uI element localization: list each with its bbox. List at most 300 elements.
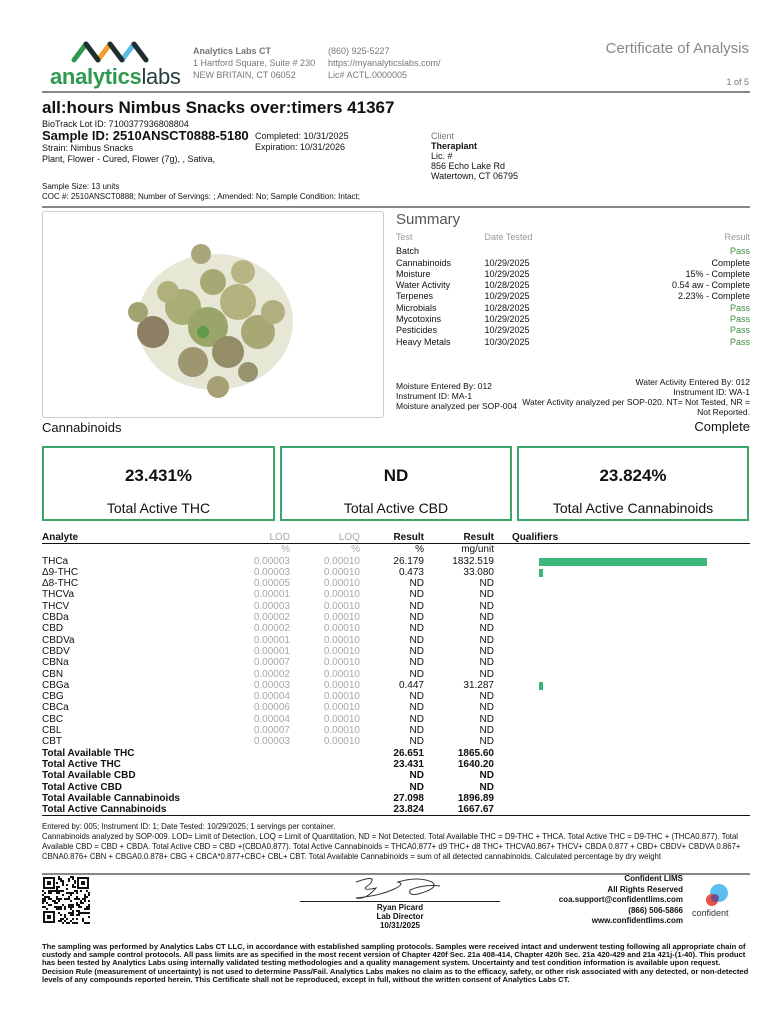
qr-module: [76, 892, 78, 894]
qr-module: [80, 902, 82, 904]
analyte-name: THCVa: [42, 589, 75, 601]
qr-module: [62, 890, 64, 892]
analyte-loq: 0.00010: [323, 736, 360, 748]
analyte-row: [42, 567, 750, 578]
qr-module: [66, 898, 68, 900]
analyte-name: CBGa: [42, 679, 70, 691]
analyte-name: CBN: [42, 668, 64, 680]
qr-module: [56, 886, 58, 888]
unit-result-pct: %: [415, 544, 424, 556]
analyte-result-pct: 0.447: [398, 679, 424, 691]
qr-module: [48, 896, 50, 898]
total-result-pct: 27.098: [393, 792, 424, 804]
analyte-name: CBG: [42, 691, 64, 703]
analyte-name: CBDa: [42, 612, 69, 624]
analyte-result-pct: ND: [409, 645, 424, 657]
qr-module: [68, 880, 70, 882]
analyte-lod: 0.00001: [253, 634, 290, 646]
qr-module: [76, 890, 78, 892]
qr-module: [62, 894, 64, 896]
analyte-loq: 0.00010: [323, 555, 360, 567]
qr-module: [80, 912, 82, 914]
analyte-lod: 0.00002: [253, 612, 290, 624]
qr-module: [88, 892, 90, 894]
qr-module: [62, 918, 64, 920]
qr-module: [56, 888, 58, 890]
analyte-result-mg: ND: [479, 668, 494, 680]
qr-module: [58, 898, 60, 900]
client-license: Lic. #: [431, 151, 453, 161]
legal-disclaimer: The sampling was performed by Analytics Labs CT LLC, in accordance with established sampling protocols. Samples were received intact and underwent testing following all appropriate chain of custody and sample control protocols. All pass limits are as specified in the most recent version of Chapter 420f Sec. 21a 408-414, Chapter 420h Sec. 21a 420-429 and 21a 421j-(1-40). This product has been tested by Analytics Labs using internally validated testing methodologies and a quality management system. Uncertainty and test condition information is available upon request. Decision Rule (measurement of uncertainty) is not used to determine Pass/Fail. Analytics Labs makes no claim as to the efficacy, safety, or other risk associated with any detected, or non-detected levels of any compounds reported herein. This Certificate shall not be reproduced, except in full, without the written consent of Analytics Labs CT.: [42, 942, 749, 984]
logo-word-labs: labs: [141, 64, 181, 89]
cannabinoids-table: [42, 532, 750, 816]
cannabinoids-section-title: Cannabinoids: [42, 420, 122, 435]
analyte-qualifiers: [494, 657, 750, 668]
coc-info: COC #: 2510ANSCT0888; Number of Servings: ; Amended: No; Sample Condition: Intact;: [42, 192, 360, 201]
wa-note-line: Water Activity analyzed per SOP-020. NT= Not Tested, NR = Not Reported.: [522, 397, 750, 417]
sample-info: [42, 182, 360, 202]
analyte-row: [42, 578, 750, 589]
analyte-result-pct: ND: [409, 657, 424, 669]
total-result-pct: 26.651: [393, 747, 424, 759]
analyte-name: CBNa: [42, 657, 69, 669]
analyte-lod: 0.00002: [253, 623, 290, 635]
qr-module: [88, 906, 90, 908]
analyte-lod: 0.00003: [253, 600, 290, 612]
qr-module: [72, 918, 74, 920]
analyte-qualifiers: [494, 623, 750, 634]
cannabis-flower-image: [43, 212, 384, 418]
qr-module: [64, 898, 66, 900]
analyte-loq: 0.00010: [323, 657, 360, 669]
analyte-row: [42, 612, 750, 623]
analyte-row: [42, 736, 750, 747]
qr-module: [76, 910, 78, 912]
qr-module: [54, 890, 56, 892]
analyte-result-mg: ND: [479, 634, 494, 646]
qr-module: [84, 896, 86, 898]
client-info: [431, 131, 518, 181]
qr-module: [72, 884, 74, 886]
summary-result: Pass: [729, 336, 750, 347]
total-qualifiers: [494, 770, 750, 781]
qr-module: [48, 890, 50, 892]
summary-test: Heavy Metals: [396, 336, 451, 347]
total-result-mg: ND: [479, 781, 494, 793]
qr-module: [82, 902, 84, 904]
qr-module: [88, 900, 90, 902]
qr-module: [58, 900, 60, 902]
qr-module: [72, 876, 74, 878]
kpi-label: Total Active CBD: [343, 500, 449, 516]
lab-website-link[interactable]: https://myanalyticslabs.com/: [328, 58, 441, 68]
analyte-loq: 0.00010: [323, 589, 360, 601]
total-row: [42, 759, 750, 770]
client-address-2: Watertown, CT 06795: [431, 171, 519, 181]
analyte-lod: 0.00003: [253, 736, 290, 748]
qr-module: [70, 912, 72, 914]
signature-image: [348, 874, 448, 904]
qr-module: [74, 898, 76, 900]
footnote-entry-info: Entered by: 005; Instrument ID: 1; Date Tested: 10/29/2025; 1 servings per container.: [42, 822, 336, 831]
analyte-name: CBC: [42, 713, 64, 725]
qr-module: [60, 880, 62, 882]
moisture-note: [396, 381, 517, 411]
qr-module: [52, 900, 54, 902]
qr-module: [56, 898, 58, 900]
summary-row: [396, 246, 750, 257]
qr-module: [48, 898, 50, 900]
analyte-result-pct: ND: [409, 702, 424, 714]
qr-module: [60, 906, 62, 908]
analyte-qualifiers: [494, 635, 750, 646]
signer-name: Ryan Picard: [376, 903, 424, 912]
summary-row: [396, 314, 750, 325]
qr-module: [66, 918, 68, 920]
qr-module: [60, 898, 62, 900]
analyte-lod: 0.00002: [253, 668, 290, 680]
analyte-result-mg: ND: [479, 657, 494, 669]
qr-module: [42, 902, 44, 904]
cann-header-row: [42, 532, 750, 544]
qr-module: [86, 922, 88, 924]
analyte-result-mg: ND: [479, 612, 494, 624]
qr-module: [78, 904, 80, 906]
lims-website-link[interactable]: www.confidentlims.com: [591, 916, 683, 925]
summary-date: 10/29/2025: [484, 257, 530, 268]
qr-module: [70, 908, 72, 910]
qr-module: [76, 914, 78, 916]
confident-logo-text: confident: [692, 908, 729, 918]
completed-date: Completed: 10/31/2025: [255, 131, 349, 141]
client-label: Client: [431, 131, 455, 141]
analyte-name: THCa: [42, 555, 69, 567]
total-result-mg: ND: [479, 770, 494, 782]
total-loq: [290, 804, 360, 816]
qr-module: [54, 906, 56, 908]
summary-table: [396, 232, 750, 348]
analyte-loq: 0.00010: [323, 691, 360, 703]
kpi-total-active-cannabinoids: [517, 446, 749, 521]
qr-module: [68, 898, 70, 900]
analyte-loq: 0.00010: [323, 634, 360, 646]
kpi-label: Total Active Cannabinoids: [552, 500, 714, 516]
qr-module: [50, 892, 52, 894]
qr-module: [44, 906, 46, 908]
analyte-qualifiers: [494, 702, 750, 713]
analyte-row: [42, 589, 750, 600]
qr-module: [72, 904, 74, 906]
total-lod: [202, 770, 290, 781]
kpi-total-active-thc: [42, 446, 275, 521]
lims-info: [559, 874, 683, 927]
summary-date: [485, 246, 625, 257]
kpi-label: Total Active THC: [106, 500, 211, 516]
analyte-result-mg: 1832.519: [452, 555, 494, 567]
analyte-result-mg: ND: [479, 578, 494, 590]
analyte-name: CBDVa: [42, 634, 75, 646]
qr-module: [56, 882, 58, 884]
analyte-lod: 0.00007: [253, 657, 290, 669]
water-activity-note: [510, 377, 750, 417]
col-analyte: Analyte: [42, 532, 202, 544]
total-result-pct: 23.824: [360, 804, 424, 816]
analyte-name: Δ9-THC: [42, 566, 79, 578]
unit-analyte: [42, 544, 202, 556]
total-lod: [202, 759, 290, 770]
qr-module: [50, 898, 52, 900]
qr-module: [82, 912, 84, 914]
qr-module: [68, 906, 70, 908]
qr-module: [88, 904, 90, 906]
logo-word-analytics: analytics: [50, 64, 142, 89]
total-loq: [290, 782, 360, 793]
unit-result-mg: mg/unit: [461, 544, 494, 556]
summary-date: 10/30/2025: [484, 336, 530, 347]
sample-size: Sample Size: 13 units: [42, 182, 120, 191]
qr-module: [64, 914, 66, 916]
summary-result: 2.23% - Complete: [677, 291, 750, 302]
qr-module: [68, 912, 70, 914]
total-lod: [202, 748, 290, 759]
lims-rights: All Rights Reserved: [607, 884, 683, 894]
qr-module: [70, 906, 72, 908]
cannabinoids-status: Complete: [694, 419, 750, 434]
lab-address-1: 1 Hartford Square, Suite # 230: [193, 58, 316, 68]
analyte-row: [42, 669, 750, 680]
qr-module: [86, 908, 88, 910]
qr-module: [86, 890, 88, 892]
qr-module: [78, 898, 80, 900]
total-loq: [290, 793, 360, 804]
analyte-row: [42, 714, 750, 725]
summary-row: [396, 280, 750, 291]
qr-module: [60, 914, 62, 916]
qr-module: [76, 922, 78, 924]
qr-module: [48, 904, 50, 906]
qr-module: [44, 900, 46, 902]
qr-module: [82, 918, 84, 920]
analyte-name: Δ8-THC: [42, 578, 79, 590]
summary-date: 10/29/2025: [484, 268, 530, 279]
analyte-result-pct: ND: [409, 600, 424, 612]
qr-module: [58, 912, 60, 914]
qr-module: [86, 906, 88, 908]
analyte-result-mg: ND: [479, 725, 494, 737]
expiration-date: Expiration: 10/31/2026: [255, 142, 346, 152]
lims-email-link[interactable]: coa.support@confidentlims.com: [558, 895, 683, 904]
total-result-pct: ND: [409, 770, 424, 782]
logo-wordmark: [50, 64, 181, 90]
qr-module: [72, 892, 74, 894]
qr-module: [86, 896, 88, 898]
qr-module: [74, 922, 76, 924]
analyte-result-pct: ND: [409, 713, 424, 725]
qr-module: [84, 898, 86, 900]
qr-module: [78, 914, 80, 916]
qr-module: [72, 914, 74, 916]
qr-module: [88, 912, 90, 914]
qr-module: [42, 900, 44, 902]
summary-result: Pass: [729, 314, 750, 325]
summary-result: 15% - Complete: [685, 268, 750, 279]
analyte-lod: 0.00007: [253, 725, 290, 737]
qr-module: [78, 906, 80, 908]
qr-module: [76, 904, 78, 906]
summary-date: 10/29/2025: [484, 314, 530, 325]
qr-module: [46, 902, 48, 904]
analyte-result-pct: ND: [409, 578, 424, 590]
summary-date: 10/29/2025: [484, 325, 530, 336]
analyte-result-pct: ND: [409, 668, 424, 680]
analyte-result-mg: ND: [479, 623, 494, 635]
summary-header-row: [396, 232, 750, 246]
summary-row: [396, 303, 750, 314]
analyte-loq: 0.00010: [323, 645, 360, 657]
analyte-row: [42, 556, 750, 567]
qr-module: [72, 906, 74, 908]
analyte-result-mg: ND: [479, 691, 494, 703]
col-qualifiers: Qualifiers: [494, 532, 750, 544]
analyte-row: [42, 657, 750, 668]
qr-module: [42, 890, 44, 892]
qr-module: [58, 890, 60, 892]
analyte-qualifiers: [494, 725, 750, 736]
total-result-pct: 23.431: [393, 758, 424, 770]
summary-date: 10/28/2025: [484, 302, 530, 313]
analyte-result-pct: ND: [409, 623, 424, 635]
qr-module: [66, 888, 68, 890]
qr-module: [70, 892, 72, 894]
summary-result: Pass: [729, 302, 750, 313]
total-result-mg: 1667.67: [424, 804, 494, 816]
qr-module: [86, 912, 88, 914]
signer-info: [300, 903, 500, 930]
qr-module: [42, 906, 44, 908]
qr-module: [56, 906, 58, 908]
strain: Strain: Nimbus Snacks: [42, 143, 134, 153]
lims-phone: (866) 506-5866: [628, 905, 683, 915]
lab-contact: [328, 45, 441, 81]
qr-module: [68, 896, 70, 898]
analyte-result-pct: ND: [409, 612, 424, 624]
analyte-lod: 0.00001: [253, 589, 290, 601]
analyte-row: [42, 680, 750, 691]
analyte-lod: 0.00004: [253, 713, 290, 725]
analyte-loq: 0.00010: [323, 668, 360, 680]
qr-module: [74, 882, 76, 884]
analyte-name: CBCa: [42, 702, 69, 714]
col-result-mg: Result: [424, 532, 494, 544]
total-result-pct: ND: [409, 781, 424, 793]
unit-lod: %: [281, 544, 290, 556]
qr-module: [56, 890, 58, 892]
qr-code[interactable]: [42, 876, 90, 924]
qr-module: [62, 922, 64, 924]
signature-date: 10/31/2025: [379, 921, 421, 930]
moisture-note-line: Moisture analyzed per SOP-004: [396, 401, 517, 411]
result-bar: [539, 569, 543, 577]
total-qualifiers: [494, 759, 750, 770]
qr-module: [76, 898, 78, 900]
wa-note-line: Water Activity Entered By: 012: [635, 377, 750, 387]
analyte-name: CBL: [42, 725, 62, 737]
moisture-note-line: Moisture Entered By: 012: [396, 381, 492, 391]
analyte-result-mg: ND: [479, 736, 494, 748]
qr-module: [64, 906, 66, 908]
qr-module: [68, 878, 70, 880]
analyte-qualifiers: [494, 556, 750, 567]
total-qualifiers: [494, 782, 750, 793]
qr-module: [70, 876, 72, 878]
wa-note-line: Instrument ID: WA-1: [673, 387, 750, 397]
analyte-qualifiers: [494, 669, 750, 680]
qr-module: [60, 920, 62, 922]
qr-module: [62, 880, 64, 882]
signer-title: Lab Director: [376, 912, 424, 921]
qr-module: [58, 892, 60, 894]
summary-col-result: Result: [724, 232, 750, 242]
qr-module: [72, 922, 74, 924]
qr-module: [58, 906, 60, 908]
analyte-loq: 0.00010: [323, 725, 360, 737]
analyte-loq: 0.00010: [323, 612, 360, 624]
total-loq: [290, 759, 360, 770]
product-type: Plant, Flower - Cured, Flower (7g), , Sativa,: [42, 154, 216, 164]
lims-name: Confident LIMS: [624, 874, 683, 883]
analyte-qualifiers: [494, 601, 750, 612]
analyte-loq: 0.00010: [323, 623, 360, 635]
qr-module: [84, 912, 86, 914]
qr-module: [58, 878, 60, 880]
analyte-result-mg: ND: [479, 713, 494, 725]
qr-module: [82, 898, 84, 900]
client-name: Theraplant: [431, 141, 478, 151]
analyte-qualifiers: [494, 578, 750, 589]
analyte-row: [42, 725, 750, 736]
analyte-lod: 0.00004: [253, 691, 290, 703]
qr-module: [60, 878, 62, 880]
product-photo: [42, 211, 384, 418]
total-name: Total Active Cannabinoids: [42, 804, 202, 816]
analyte-loq: 0.00010: [323, 702, 360, 714]
qr-module: [62, 882, 64, 884]
analyte-result-pct: 26.179: [393, 555, 424, 567]
summary-result: Pass: [729, 325, 750, 336]
product-divider: [42, 206, 750, 208]
qr-module: [62, 884, 64, 886]
summary-row: [396, 337, 750, 348]
qr-module: [56, 908, 58, 910]
qr-module: [72, 878, 74, 880]
analyte-result-mg: 33.080: [463, 566, 494, 578]
qr-module: [62, 904, 64, 906]
qr-module: [44, 896, 46, 898]
analyte-name: CBT: [42, 736, 62, 748]
analyte-row: [42, 601, 750, 612]
qr-module: [56, 892, 58, 894]
footnote-methodology: Cannabinoids analyzed by SOP-009. LOD= Limit of Detection, LOQ = Limit of Quantitation, ND = Not Detected. Total Available THC = D9-THC + THCA. Total Active THC = D9-THC + (THCA0.877). Total Available CBD = CBD + CBDA. Total Active CBD = CBD +(CBDA0.877). Total Active Cannabinoids = THCA0.877+ d9 THC+ d8 THC+ THCVA0.867+ THCV+ CBDA 0.877 + CBD+ CBDV+ CBDVA 0.867+ CBNA0.876+ CBN + CBGA0.0.878+ CBG + CBCA*0.877+CBC+ CBL+ CBT. Total Available Cannabinoids = sum of all detected cannabinoids. Calculated percentage by dry weight: [42, 832, 741, 861]
qr-module: [74, 890, 76, 892]
qr-module: [60, 918, 62, 920]
analyte-name: THCV: [42, 600, 70, 612]
summary-row: [396, 325, 750, 336]
unit-qualifiers: [494, 544, 750, 556]
qr-module: [76, 902, 78, 904]
kpi-value: ND: [383, 466, 409, 485]
qr-module: [58, 876, 60, 878]
qr-module: [72, 910, 74, 912]
